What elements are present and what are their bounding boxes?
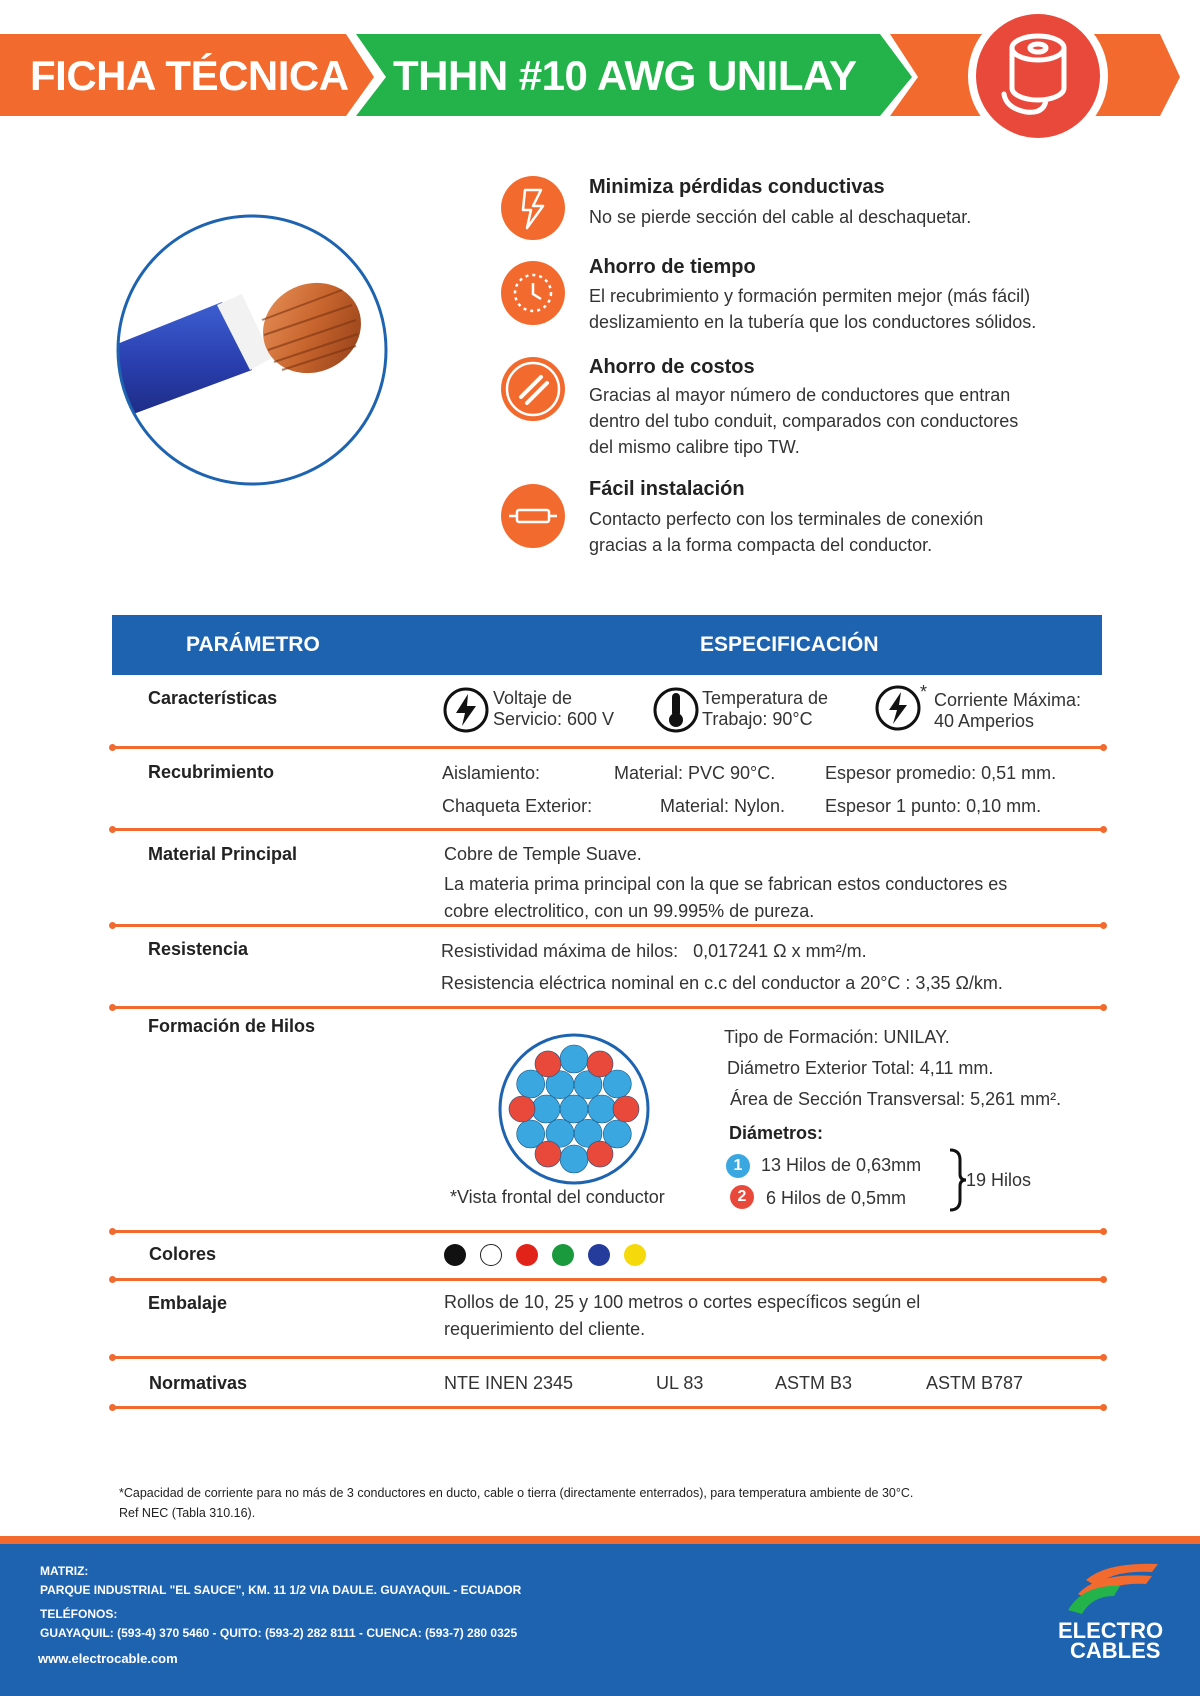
- resistencia-text: Resistencia eléctrica nominal en c.c del conductor a 20°C : 3,35 Ω/km.: [441, 973, 1003, 993]
- strand-outer: [587, 1141, 613, 1167]
- brace-icon: [948, 1148, 968, 1212]
- cable-spool-icon: [986, 24, 1090, 128]
- color-swatch-blue: [588, 1244, 610, 1266]
- embalaje-text: Rollos de 10, 25 y 100 metros o cortes específicos según el requerimiento del cliente.: [444, 1292, 921, 1339]
- feature-text-4: Contacto perfecto con los terminales de conexión gracias a la forma compacta del conductor.: [589, 509, 984, 555]
- formacion-diametro: Diámetro Exterior Total: 4,11 mm.: [727, 1058, 994, 1078]
- aislamiento-label: Aislamiento:: [442, 763, 541, 783]
- asterisk-mark: *: [920, 682, 928, 702]
- footnote: *Capacidad de corriente para no más de 3 conductores en ducto, cable o tierra (directamente enterrados), para temperatura ambiente de 30°C. Ref NEC (Tabla 310.16).: [119, 1486, 914, 1520]
- cable-image: [112, 210, 392, 490]
- param-formacion: Formación de Hilos: [148, 1016, 316, 1036]
- row-divider: [112, 1230, 1104, 1233]
- voltage-icon: [442, 686, 490, 734]
- color-swatch-black: [444, 1244, 466, 1266]
- material-description: La materia prima principal con la que se fabrican estos conductores es cobre electrolitico, con un 99.995% de pureza.: [444, 874, 1008, 921]
- param-embalaje: Embalaje: [148, 1293, 228, 1313]
- strand-outer: [509, 1096, 535, 1122]
- strand-inner: [560, 1045, 588, 1073]
- lightning-bolt-icon: [501, 176, 565, 240]
- row-divider: [112, 1278, 1104, 1281]
- norma-item: UL 83: [656, 1373, 704, 1393]
- hilos-2: 6 Hilos de 0,5mm: [766, 1188, 907, 1208]
- feature-text-2: El recubrimiento y formación permiten mejor (más fácil) deslizamiento en la tubería que los conductores sólidos.: [589, 286, 1037, 332]
- param-recubrimiento: Recubrimiento: [148, 762, 275, 782]
- row-divider: [112, 828, 1104, 831]
- feature-title-3: Ahorro de costos: [589, 356, 755, 378]
- resistividad-text: Resistividad máxima de hilos: 0,017241 Ω x mm²/m.: [441, 941, 867, 961]
- color-swatch-green: [552, 1244, 574, 1266]
- feature-text-1: No se pierde sección del cable al deschaquetar.: [589, 207, 972, 227]
- electrocables-logo: [1056, 1556, 1166, 1660]
- chaqueta-material: Material: Nylon.: [660, 796, 786, 816]
- header-label: FICHA TÉCNICA: [30, 52, 349, 99]
- color-swatch-yellow: [624, 1244, 646, 1266]
- clock-icon: [501, 261, 565, 325]
- row-divider: [112, 746, 1104, 749]
- feature-icon-1: [501, 176, 565, 240]
- row-divider: [112, 924, 1104, 927]
- material-line1: Cobre de Temple Suave.: [444, 844, 642, 864]
- color-swatch-white: [480, 1244, 502, 1266]
- norma-item: ASTM B787: [926, 1373, 1024, 1393]
- footer-website[interactable]: www.electrocable.com: [38, 1651, 178, 1666]
- voltaje-text: Voltaje de Servicio: 600 V: [493, 688, 615, 729]
- feature-icon-2: [501, 261, 565, 325]
- svg-text:CABLES: CABLES: [1070, 1638, 1161, 1660]
- strand-inner: [588, 1095, 616, 1123]
- row-divider: [112, 1006, 1104, 1009]
- current-icon: [874, 684, 922, 732]
- aislamiento-material: Material: PVC 90°C.: [614, 763, 776, 783]
- footer-tel-label: TELÉFONOS:: [40, 1607, 118, 1621]
- footer-tel: GUAYAQUIL: (593-4) 370 5460 - QUITO: (593-2) 282 8111 - CUENCA: (593-7) 280 0325: [40, 1626, 518, 1640]
- conduit-pipe-icon: [501, 357, 565, 421]
- row-divider: [112, 1406, 1104, 1409]
- chaqueta-label: Chaqueta Exterior:: [442, 796, 593, 816]
- terminal-connector-icon: [501, 484, 565, 548]
- norma-item: ASTM B3: [775, 1373, 853, 1393]
- aislamiento-espesor: Espesor promedio: 0,51 mm.: [825, 763, 1057, 783]
- footer-matriz-label: MATRIZ:: [40, 1564, 89, 1578]
- strand-outer: [613, 1096, 639, 1122]
- temperatura-text: Temperatura de Trabajo: 90°C: [702, 688, 829, 729]
- table-header-param: PARÁMETRO: [186, 633, 320, 656]
- strand-inner: [560, 1145, 588, 1173]
- param-normativas: Normativas: [149, 1373, 248, 1393]
- norma-item: NTE INEN 2345: [444, 1373, 574, 1393]
- param-colores: Colores: [149, 1244, 217, 1264]
- feature-icon-4: [501, 484, 565, 548]
- strand-outer: [535, 1141, 561, 1167]
- badge-1: 1: [726, 1154, 750, 1178]
- color-swatch-red: [516, 1244, 538, 1266]
- formacion-tipo: Tipo de Formación: UNILAY.: [724, 1027, 950, 1047]
- chaqueta-espesor: Espesor 1 punto: 0,10 mm.: [825, 796, 1042, 816]
- param-resistencia: Resistencia: [148, 939, 249, 959]
- strand-cross-section: [497, 1032, 651, 1186]
- param-material: Material Principal: [148, 844, 298, 864]
- hilos-1: 13 Hilos de 0,63mm: [761, 1155, 922, 1175]
- feature-title-4: Fácil instalación: [589, 478, 745, 500]
- strand-inner: [532, 1095, 560, 1123]
- strand-outer: [587, 1051, 613, 1077]
- table-header-spec: ESPECIFICACIÓN: [700, 633, 879, 656]
- footer: [0, 1536, 1200, 1696]
- diametros-title: Diámetros:: [729, 1123, 824, 1143]
- feature-title-1: Minimiza pérdidas conductivas: [589, 176, 885, 198]
- hilos-total: 19 Hilos: [966, 1170, 1032, 1190]
- corriente-text: Corriente Máxima: 40 Amperios: [934, 690, 1082, 731]
- thermometer-icon: [652, 686, 700, 734]
- row-divider: [112, 1356, 1104, 1359]
- param-caracteristicas: Características: [148, 688, 278, 708]
- svg-text:ELECTRO: ELECTRO: [1058, 1618, 1164, 1643]
- feature-title-2: Ahorro de tiempo: [589, 256, 756, 278]
- feature-text-3: Gracias al mayor número de conductores que entran dentro del tubo conduit, comparados con conductores del mismo calibre tipo TW.: [589, 385, 1019, 457]
- product-title: THHN #10 AWG UNILAY: [393, 52, 857, 99]
- badge-2: 2: [730, 1185, 754, 1209]
- feature-icon-3: [501, 357, 565, 421]
- strand-inner: [560, 1095, 588, 1123]
- footer-matriz: PARQUE INDUSTRIAL "EL SAUCE", KM. 11 1/2 VIA DAULE. GUAYAQUIL - ECUADOR: [40, 1583, 522, 1597]
- formacion-caption: *Vista frontal del conductor: [450, 1187, 665, 1207]
- strand-outer: [535, 1051, 561, 1077]
- formacion-area: Área de Sección Transversal: 5,261 mm².: [730, 1089, 1062, 1109]
